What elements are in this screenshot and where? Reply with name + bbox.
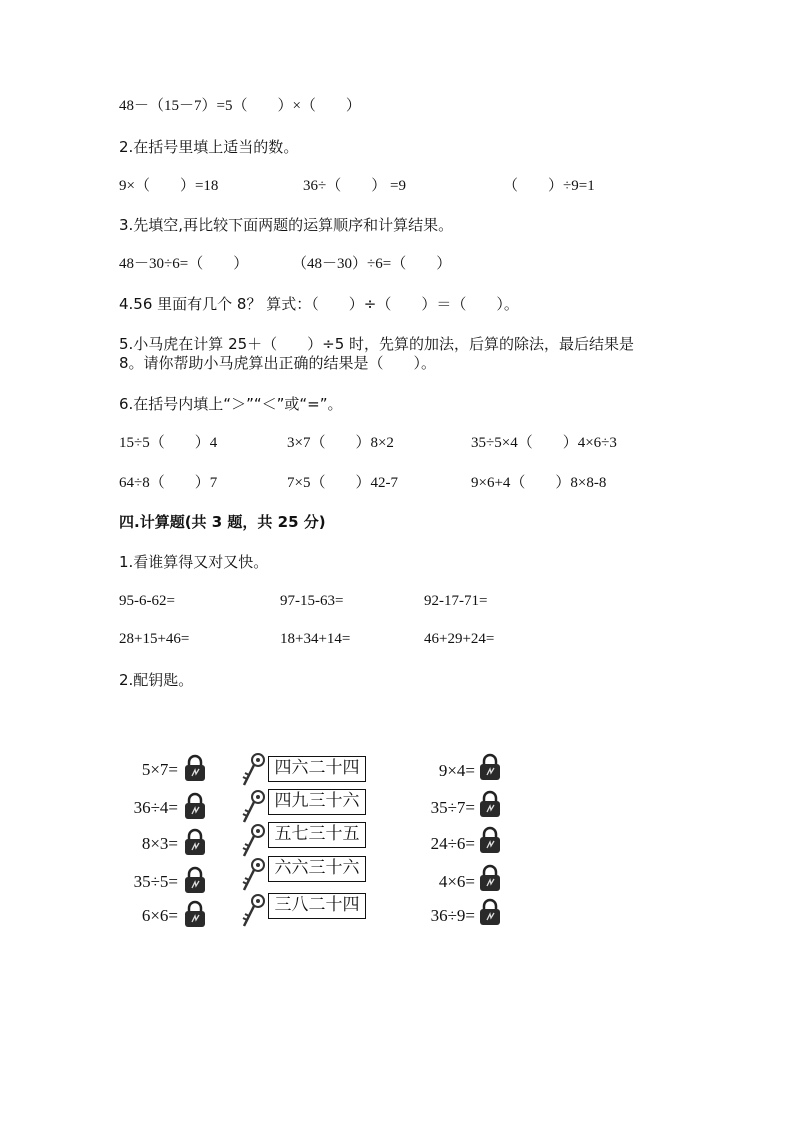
q2-item-1: 9×（ ）=18: [119, 178, 219, 194]
key-icon: [240, 857, 266, 893]
q6-row1-item-3: 35÷5×4（ ）4×6÷3: [471, 435, 617, 451]
key-icon: [240, 893, 266, 929]
padlock-icon: [479, 864, 501, 892]
padlock-icon: [479, 790, 501, 818]
q6-row1-item-1: 15÷5（ ）4: [119, 435, 218, 451]
q2-item-2: 36÷（ ） =9: [303, 178, 406, 194]
right-expression: 36÷9=: [430, 906, 475, 925]
left-expression: 36÷4=: [133, 798, 178, 817]
padlock-icon: [479, 826, 501, 854]
left-expression: 6×6=: [141, 906, 178, 925]
calc-row1-item-1: 95-6-62=: [119, 593, 175, 609]
calc-row2-item-2: 18+34+14=: [280, 631, 351, 647]
q3-title: 3.先填空,再比较下面两题的运算顺序和计算结果。: [119, 216, 454, 234]
q6-row1-item-2: 3×7（ ）8×2: [287, 435, 394, 451]
right-expression: 24÷6=: [430, 834, 475, 853]
key-icon: [240, 823, 266, 859]
right-expression: 9×4=: [438, 761, 475, 780]
left-expression: 35÷5=: [133, 872, 178, 891]
padlock-icon: [184, 900, 206, 928]
q1-equation: 48－（15－7）=5（ ）×（ ）: [119, 98, 361, 114]
calc-row2-item-1: 28+15+46=: [119, 631, 190, 647]
key-label-box: 四六二十四: [268, 756, 366, 782]
q6-row2-item-3: 9×6+4（ ）8×8-8: [471, 475, 607, 491]
q2-item-3: （ ）÷9=1: [503, 178, 595, 194]
key-icon: [240, 752, 266, 788]
q5-line-1: 5.小马虎在计算 25＋（ ）÷5 时，先算的加法，后算的除法，最后结果是: [119, 335, 635, 353]
calc-row1-item-3: 92-17-71=: [424, 593, 488, 609]
right-expression: 35÷7=: [430, 798, 475, 817]
key-label-box: 六六三十六: [268, 856, 366, 882]
padlock-icon: [479, 898, 501, 926]
key-icon: [240, 789, 266, 825]
key-label-box: 五七三十五: [268, 822, 366, 848]
right-expression: 4×6=: [438, 872, 475, 891]
section-4-heading: 四.计算题(共 3 题，共 25 分): [119, 513, 326, 531]
q3-item-2: （48－30）÷6=（ ）: [292, 256, 452, 272]
q5-line-2: 8。请你帮助小马虎算出正确的结果是（ ）。: [119, 354, 437, 372]
padlock-icon: [184, 792, 206, 820]
padlock-icon: [184, 754, 206, 782]
padlock-icon: [184, 866, 206, 894]
q2-title: 2.在括号里填上适当的数。: [119, 138, 299, 156]
left-expression: 8×3=: [141, 834, 178, 853]
section-4-p1-title: 1.看谁算得又对又快。: [119, 553, 269, 571]
key-label-box: 四九三十六: [268, 789, 366, 815]
calc-row2-item-3: 46+29+24=: [424, 631, 495, 647]
padlock-icon: [479, 753, 501, 781]
q4-text: 4.56 里面有几个 8？ 算式：（ ）÷（ ）＝（ ）。: [119, 295, 519, 313]
calc-row1-item-2: 97-15-63=: [280, 593, 344, 609]
q6-row2-item-1: 64÷8（ ）7: [119, 475, 218, 491]
section-4-p2-title: 2.配钥匙。: [119, 671, 194, 689]
padlock-icon: [184, 828, 206, 856]
q6-title: 6.在括号内填上“＞”“＜”或“=”。: [119, 395, 343, 413]
key-label-box: 三八二十四: [268, 893, 366, 919]
q3-item-1: 48－30÷6=（ ）: [119, 256, 249, 272]
q6-row2-item-2: 7×5（ ）42-7: [287, 475, 398, 491]
left-expression: 5×7=: [141, 760, 178, 779]
